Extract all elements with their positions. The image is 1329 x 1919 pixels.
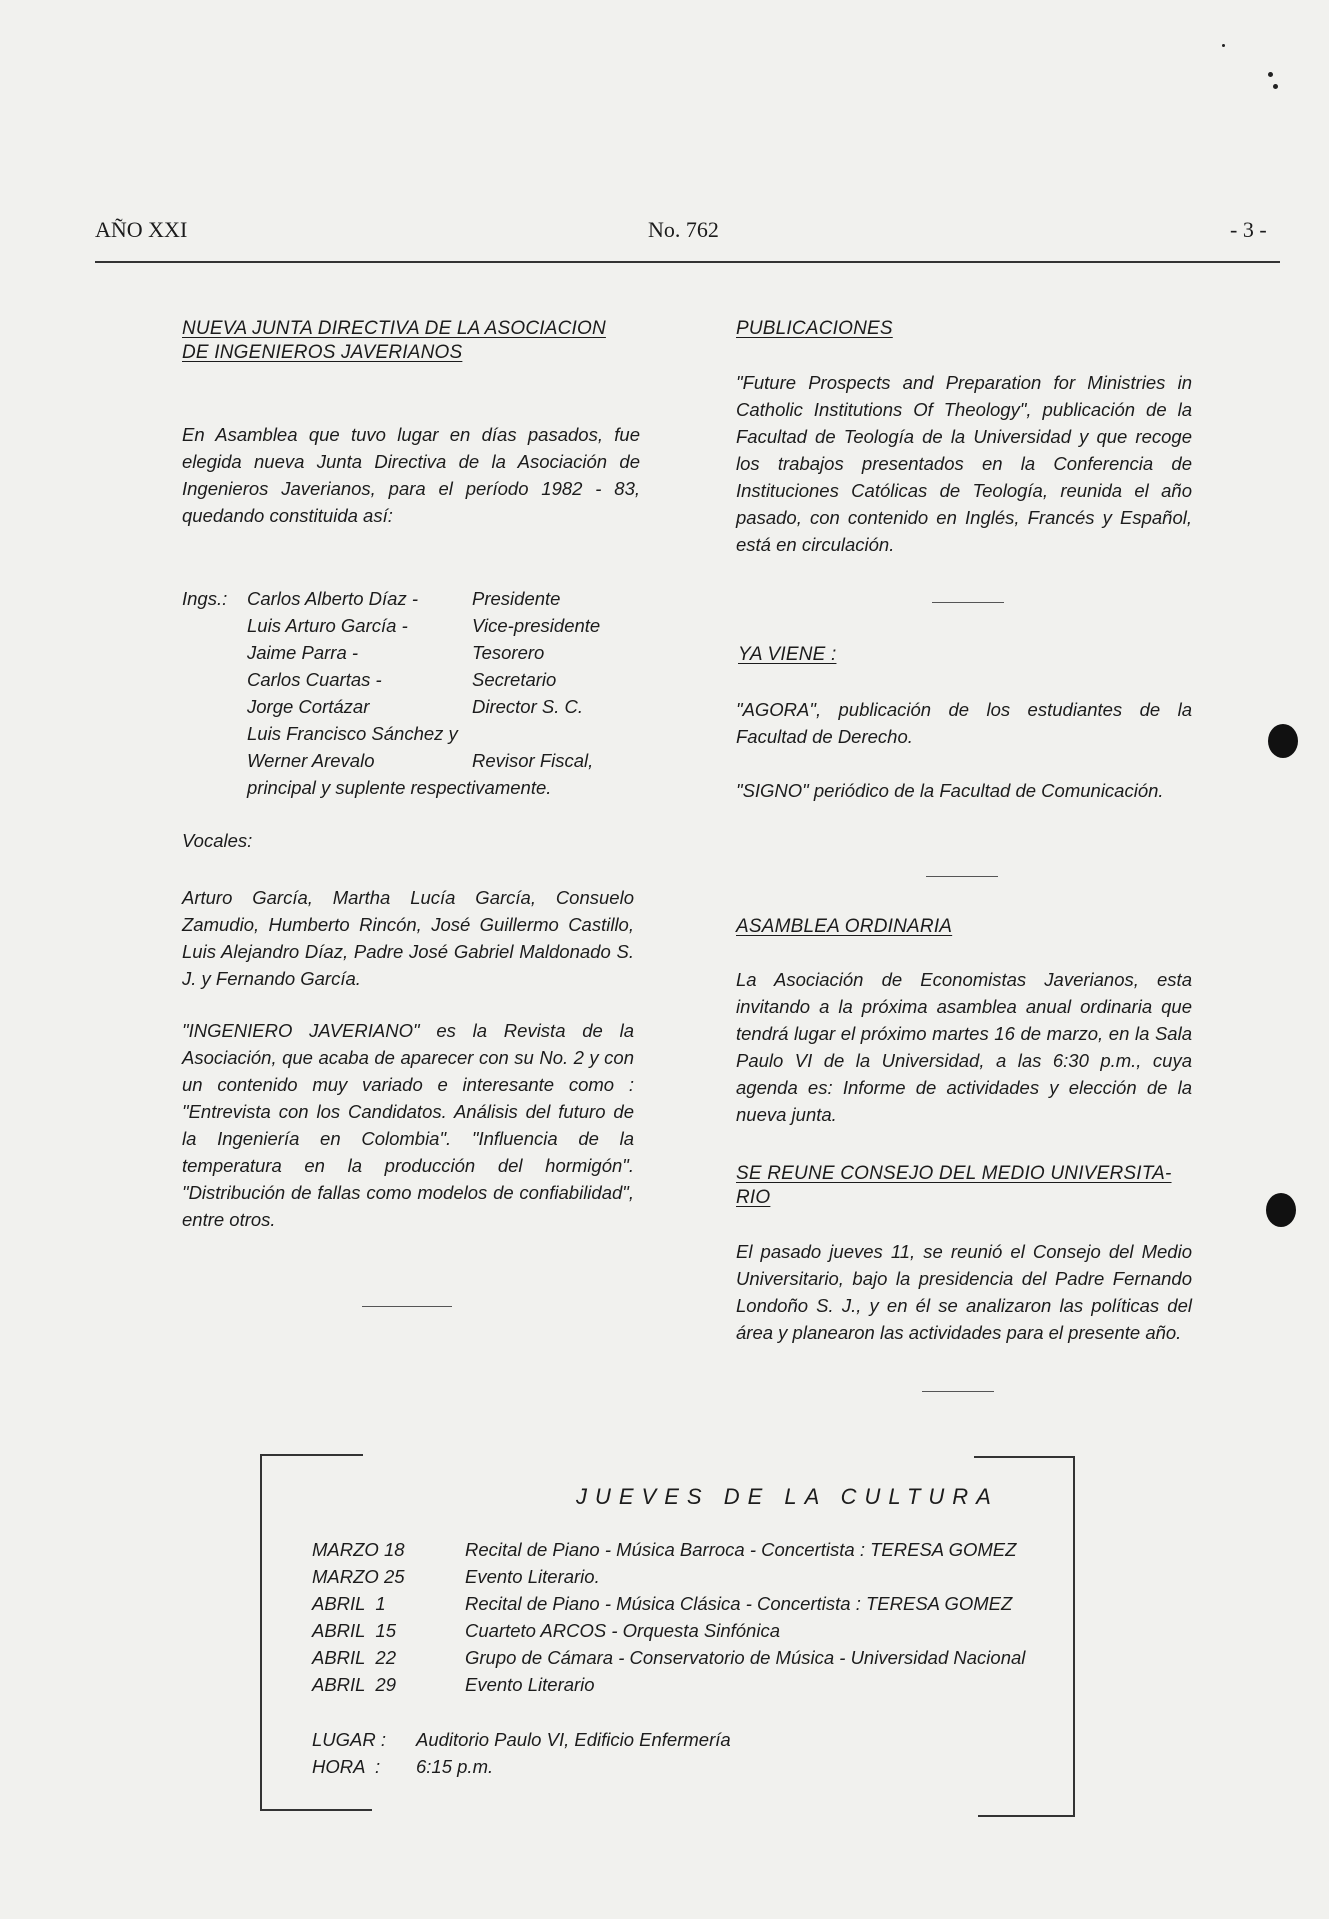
officer-role: Secretario <box>472 669 557 690</box>
box-left-border <box>260 1454 262 1811</box>
event-date: ABRIL 29 <box>312 1674 396 1695</box>
revista-paragraph: "INGENIERO JAVERIANO" es la Revista de la Asociación, que acaba de aparecer con su No. 2 y con un contenido muy variado e interesante como : "Entrevista con los Candidatos. Análisis del futuro de la Ingeniería en Colombia". "Influencia de la temperatura en la producción del hormigón". "Distribución de fallas como modelos de confiabilidad", entre otros. <box>182 1020 634 1230</box>
event-date: MARZO 18 <box>312 1539 405 1560</box>
officer-name: Jorge Cortázar <box>247 696 370 717</box>
publicaciones-text: "Future Prospects and Preparation for Ministries in Catholic Institutions Of Theology", publicación de la Facultad de Teología de la Universidad y que recoge los trabajos presentados en la Conferencia de Instituciones Católicas de Teología, reunida el año pasado, con contenido en Inglés, Francés y Español, está en circulación. <box>736 372 1192 555</box>
consejo-text: El pasado jueves 11, se reunió el Consejo del Medio Universitario, bajo la presidencia del Padre Fernando Londoño S. J., y en él se analizaron las políticas del área y planearon las actividades para el presente año. <box>736 1241 1192 1343</box>
box-bottom-right-border <box>978 1815 1075 1817</box>
box-top-left-border <box>260 1454 363 1456</box>
hora-value: 6:15 p.m. <box>416 1756 494 1777</box>
box-bottom-left-border <box>260 1809 372 1811</box>
ings-label: Ings.: <box>182 588 228 609</box>
asamblea-text: La Asociación de Economistas Javerianos, esta invitando a la próxima asamblea anual ordinaria que tendrá lugar el próximo martes 16 de marzo, en la Sala Paulo VI de la Universidad, a las 6:30 p.m., cuya agenda es: Informe de actividades y elección de la nueva junta. <box>736 969 1192 1125</box>
lugar-value: Auditorio Paulo VI, Edificio Enfermería <box>416 1729 731 1750</box>
officer-name: Werner Arevalo <box>247 750 375 771</box>
publicaciones-heading: PUBLICACIONES <box>736 318 893 339</box>
event-text: Evento Literario <box>465 1674 595 1695</box>
asamblea-heading: ASAMBLEA ORDINARIA <box>736 916 953 937</box>
consejo-heading-line1: SE REUNE CONSEJO DEL MEDIO UNIVERSITA- <box>736 1163 1172 1184</box>
signo-text: "SIGNO" periódico de la Facultad de Comunicación. <box>736 780 1164 801</box>
officer-name: Jaime Parra - <box>247 642 359 663</box>
officer-role: Tesorero <box>472 642 545 663</box>
paper-speck <box>1222 44 1225 47</box>
officer-role: Presidente <box>472 588 561 609</box>
event-date: ABRIL 22 <box>312 1647 396 1668</box>
event-date: MARZO 25 <box>312 1566 405 1587</box>
header-rule <box>95 261 1280 263</box>
consejo-heading-line2: RIO <box>736 1187 771 1208</box>
officer-name: Luis Francisco Sánchez y <box>247 723 458 744</box>
event-date: ABRIL 15 <box>312 1620 396 1641</box>
junta-heading <box>182 317 652 365</box>
lugar-label: LUGAR : <box>312 1729 387 1750</box>
paper-speck <box>1268 72 1273 77</box>
officer-name: Luis Arturo García - <box>247 615 408 636</box>
officer-role: Director S. C. <box>472 696 584 717</box>
junta-heading-line2: DE INGENIEROS JAVERIANOS <box>182 342 463 363</box>
separator <box>362 1306 452 1307</box>
hora-label: HORA : <box>312 1756 381 1777</box>
event-text: Evento Literario. <box>465 1566 600 1587</box>
junta-intro: En Asamblea que tuvo lugar en días pasados, fue elegida nueva Junta Directiva de la Asociación de Ingenieros Javerianos, para el período 1982 - 83, quedando constituida así: <box>182 424 640 526</box>
box-right-border <box>1073 1456 1075 1817</box>
culture-title: JUEVES DE LA CULTURA <box>576 1484 999 1509</box>
officer-role: Vice-presidente <box>472 615 601 636</box>
vocales-label: Vocales: <box>182 830 253 851</box>
separator <box>926 876 998 877</box>
ya-viene-heading: YA VIENE : <box>738 644 837 665</box>
binder-hole-mark <box>1266 1193 1296 1227</box>
junta-heading-line1: NUEVA JUNTA DIRECTIVA DE LA ASOCIACION <box>182 318 606 339</box>
issue-year: AÑO XXI <box>95 217 188 242</box>
event-text: Recital de Piano - Música Clásica - Concertista : TERESA GOMEZ <box>465 1593 1013 1614</box>
event-date: ABRIL 1 <box>312 1593 386 1614</box>
issue-number: No. 762 <box>648 217 719 242</box>
event-text: Cuarteto ARCOS - Orquesta Sinfónica <box>465 1620 780 1641</box>
paper-speck <box>1273 84 1278 89</box>
event-text: Recital de Piano - Música Barroca - Concertista : TERESA GOMEZ <box>465 1539 1017 1560</box>
officers-note: principal y suplente respectivamente. <box>247 777 552 798</box>
agora-text: "AGORA", publicación de los estudiantes de la Facultad de Derecho. <box>736 699 1192 747</box>
consejo-heading <box>736 1162 1206 1210</box>
box-top-right-border <box>974 1456 1075 1458</box>
event-text: Grupo de Cámara - Conservatorio de Música - Universidad Nacional <box>465 1647 1026 1668</box>
officer-name: Carlos Alberto Díaz - <box>247 588 419 609</box>
binder-hole-mark <box>1268 724 1298 758</box>
officer-name: Carlos Cuartas - <box>247 669 382 690</box>
page-number: - 3 - <box>1230 217 1267 242</box>
separator <box>932 602 1004 603</box>
separator <box>922 1391 994 1392</box>
vocales-list: Arturo García, Martha Lucía García, Consuelo Zamudio, Humberto Rincón, José Guillermo Castillo, Luis Alejandro Díaz, Padre José Gabriel Maldonado S. J. y Fernando García. <box>182 887 634 989</box>
officer-role: Revisor Fiscal, <box>472 750 594 771</box>
